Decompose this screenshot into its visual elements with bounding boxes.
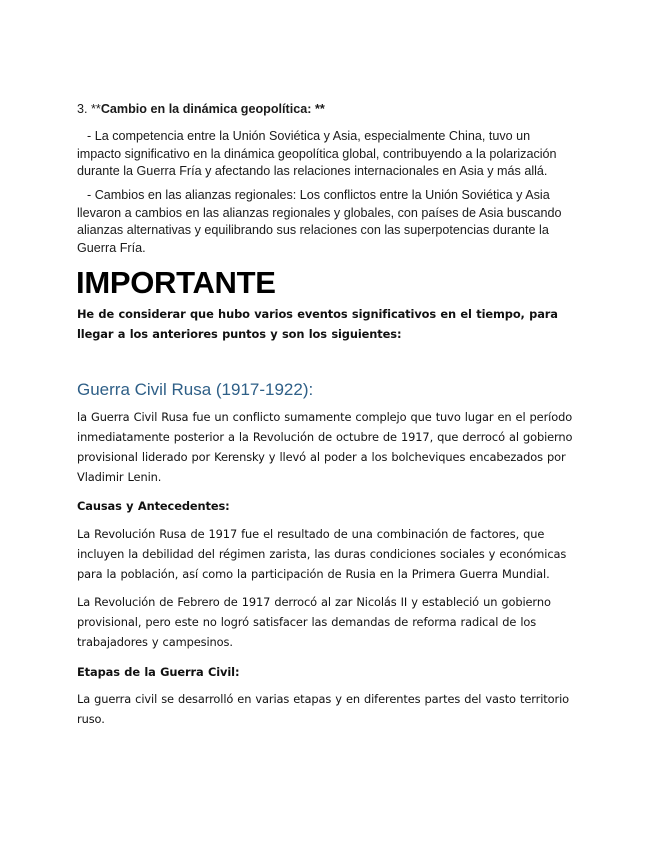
causes-paragraph-1: La Revolución Rusa de 1917 fue el resultado de una combinación de factores, que incluyen la debilidad del régimen zarista, las duras condiciones sociales y económicas para la población, así como la participación de Rusia en la Primera Guerra Mundial. bbox=[77, 527, 567, 581]
stages-paragraph-1: La guerra civil se desarrolló en varias etapas y en diferentes partes del vasto territorio ruso. bbox=[77, 692, 570, 726]
point-3-prefix: 3. ** bbox=[77, 102, 101, 116]
causes-paragraph-2: La Revolución de Febrero de 1917 derrocó al zar Nicolás II y estableció un gobierno provisional, pero este no logró satisfacer las demandas de reforma radical de los trabajadores y campesinos. bbox=[77, 595, 551, 649]
section-intro: la Guerra Civil Rusa fue un conflicto sumamente complejo que tuvo lugar en el período inmediatamente posterior a la Revolución de octubre de 1917, que derrocó al gobierno provisional liderado por Kerensky y llevó al poder a los bolcheviques encabezados por Vladimir Lenin. bbox=[77, 410, 573, 484]
point-3-item-competition: - La competencia entre la Unión Soviética y Asia, especialmente China, tuvo un impacto significativo en la dinámica geopolítica global, contribuyendo a la polarización durante la Guerra Fría y afectando las relaciones internacionales en Asia y más allá. bbox=[77, 129, 557, 179]
causes-title: Causas y Antecedentes: bbox=[77, 499, 230, 513]
important-intro: He de considerar que hubo varios eventos significativos en el tiempo, para llegar a los anteriores puntos y son los siguientes: bbox=[77, 307, 558, 341]
section-title: Guerra Civil Rusa (1917-1922): bbox=[77, 380, 314, 399]
point-3-item-alliances: - Cambios en las alianzas regionales: Los conflictos entre la Unión Soviética y Asia llevaron a cambios en las alianzas regionales y globales, con países de Asia buscando alianzas alternativas y equilibrando sus relaciones con las superpotencias durante la Guerra Fría. bbox=[77, 188, 562, 255]
point-3-title: Cambio en la dinámica geopolítica: ** bbox=[100, 102, 325, 116]
stages-title: Etapas de la Guerra Civil: bbox=[77, 665, 240, 679]
important-title: IMPORTANTE bbox=[76, 265, 276, 300]
point-3-heading bbox=[77, 101, 577, 119]
